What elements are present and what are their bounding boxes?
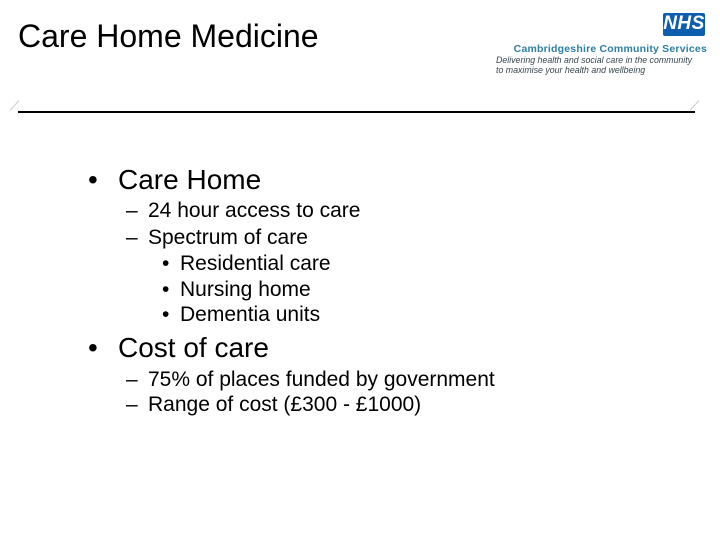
bullet-marker: – [126, 393, 138, 416]
bullet-text: Nursing home [180, 278, 311, 301]
bullet-item-dementia-units [162, 304, 320, 325]
bullet-marker: • [162, 278, 170, 301]
divider-end-tick-right [690, 100, 699, 110]
bullet-item-funded-by-government [126, 369, 495, 390]
bullet-item-residential-care [162, 253, 331, 274]
bullet-marker: – [126, 226, 138, 249]
bullet-marker: – [126, 368, 138, 391]
organisation-tagline [496, 55, 692, 75]
tagline-line-1: Delivering health and social care in the community [496, 55, 693, 65]
bullet-text: Dementia units [180, 303, 321, 326]
bullet-text: Care Home [118, 164, 262, 195]
bullet-item-cost-of-care [88, 334, 269, 362]
bullet-marker: • [162, 252, 170, 275]
organisation-name: Cambridgeshire Community Services [513, 43, 707, 55]
tagline-line-2: to maximise your health and wellbeing [496, 65, 646, 75]
bullet-item-24-hour-access [126, 200, 360, 221]
bullet-text: 75% of places funded by government [148, 368, 495, 391]
bullet-marker: • [88, 332, 98, 363]
bullet-item-care-home [88, 166, 261, 194]
bullet-marker: • [88, 164, 98, 195]
bullet-text: Spectrum of care [148, 226, 308, 249]
slide-title: Care Home Medicine [18, 18, 319, 54]
bullet-text: 24 hour access to care [148, 199, 361, 222]
title-divider-line [18, 111, 695, 113]
bullet-marker: – [126, 199, 138, 222]
bullet-text: Residential care [180, 252, 331, 275]
bullet-item-spectrum-of-care [126, 227, 308, 248]
divider-end-tick-left [10, 100, 19, 110]
bullet-text: Range of cost (£300 - £1000) [148, 393, 422, 416]
bullet-item-nursing-home [162, 279, 311, 300]
bullet-item-range-of-cost [126, 394, 421, 415]
nhs-logo [663, 13, 705, 36]
bullet-marker: • [162, 303, 170, 326]
bullet-text: Cost of care [118, 332, 269, 363]
nhs-logo-text: NHS [663, 13, 705, 34]
